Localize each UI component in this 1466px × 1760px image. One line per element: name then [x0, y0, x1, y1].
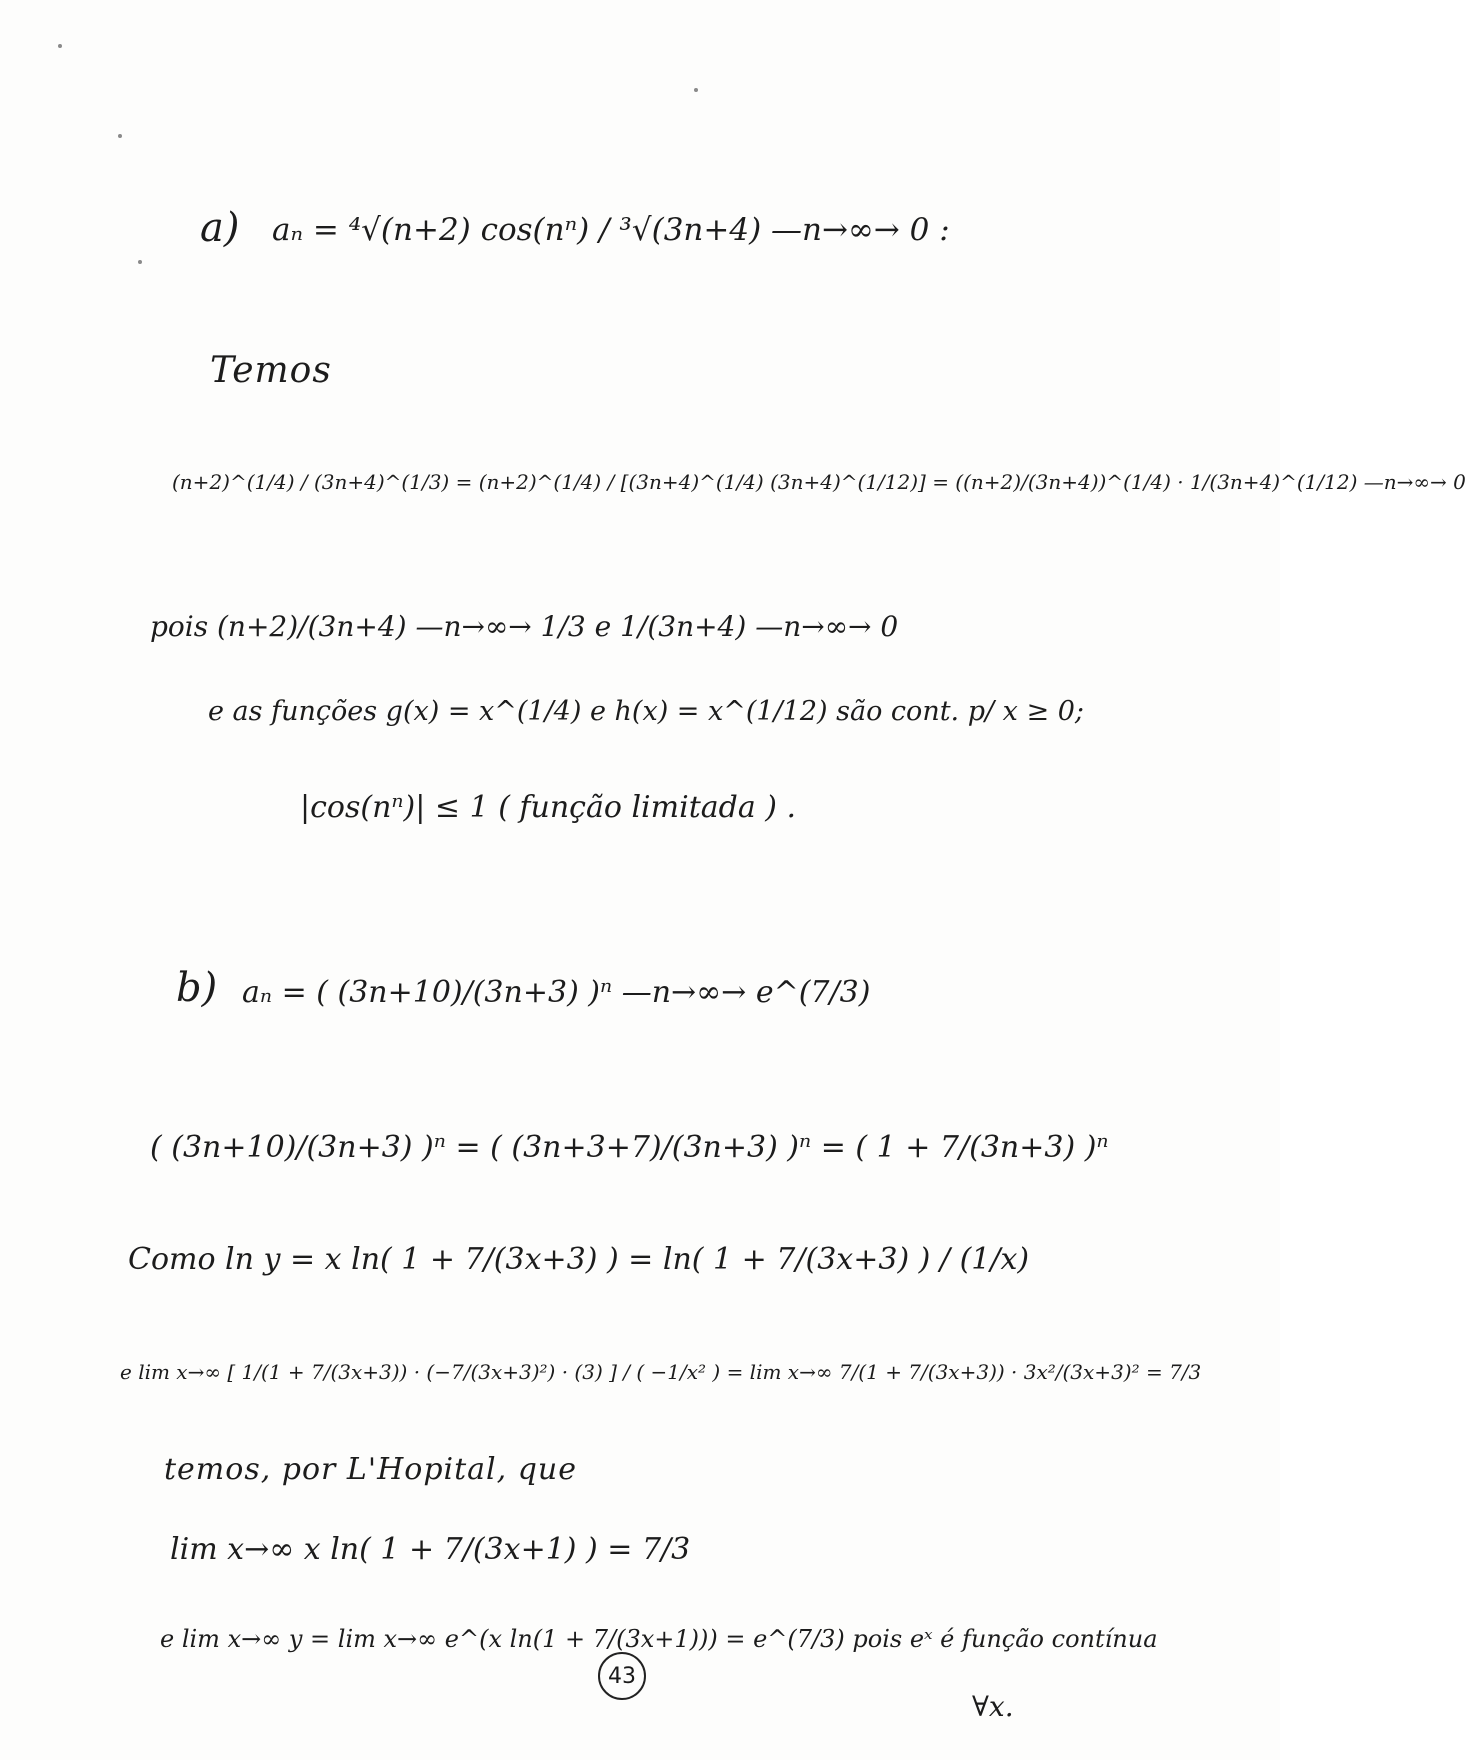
- scan-speck: [138, 260, 142, 264]
- part-a-pois: pois (n+2)/(3n+4) —n→∞→ 1/3 e 1/(3n+4) —n→∞→ 0: [150, 610, 899, 643]
- part-a-label: a): [200, 205, 240, 251]
- part-a-funcoes: e as funções g(x) = x^(1/4) e h(x) = x^(1/12) são cont. p/ x ≥ 0;: [208, 696, 1084, 727]
- part-a-statement: aₙ = ⁴√(n+2) cos(nⁿ) / ³√(3n+4) —n→∞→ 0 :: [272, 212, 950, 248]
- part-b-lim-hospital: e lim x→∞ [ 1/(1 + 7/(3x+3)) · (−7/(3x+3)²) · (3) ] / ( −1/x² ) = lim x→∞ 7/(1 + 7/(3x+3)) · 3x²/(3x+3)² = 7/3: [120, 1360, 1202, 1384]
- part-b-label: b): [176, 965, 218, 1011]
- part-b-statement: aₙ = ( (3n+10)/(3n+3) )ⁿ —n→∞→ e^(7/3): [242, 975, 871, 1010]
- part-a-step1: (n+2)^(1/4) / (3n+4)^(1/3) = (n+2)^(1/4) / [(3n+4)^(1/4) (3n+4)^(1/12)] = ((n+2)/(3n+4))^(1/4) · 1/(3n+4)^(1/12) —n→∞→ 0: [172, 470, 1466, 494]
- part-b-step1: ( (3n+10)/(3n+3) )ⁿ = ( (3n+3+7)/(3n+3) )ⁿ = ( 1 + 7/(3n+3) )ⁿ: [150, 1130, 1109, 1165]
- scan-speck: [118, 134, 122, 138]
- part-b-temos-hospital: temos, por L'Hopital, que: [164, 1452, 578, 1487]
- part-a-limitada: |cos(nⁿ)| ≤ 1 ( função limitada ) .: [300, 790, 797, 825]
- part-b-forall: ∀x.: [972, 1690, 1014, 1723]
- temos-heading: Temos: [210, 350, 332, 391]
- part-b-lim-result: lim x→∞ x ln( 1 + 7/(3x+1) ) = 7/3: [170, 1532, 691, 1567]
- page-number: 43: [598, 1652, 646, 1700]
- part-b-final: e lim x→∞ y = lim x→∞ e^(x ln(1 + 7/(3x+1))) = e^(7/3) pois eˣ é função contínua: [160, 1625, 1158, 1653]
- scan-speck: [694, 88, 698, 92]
- part-b-como: Como ln y = x ln( 1 + 7/(3x+3) ) = ln( 1 + 7/(3x+3) ) / (1/x): [128, 1242, 1030, 1277]
- scan-speck: [58, 44, 62, 48]
